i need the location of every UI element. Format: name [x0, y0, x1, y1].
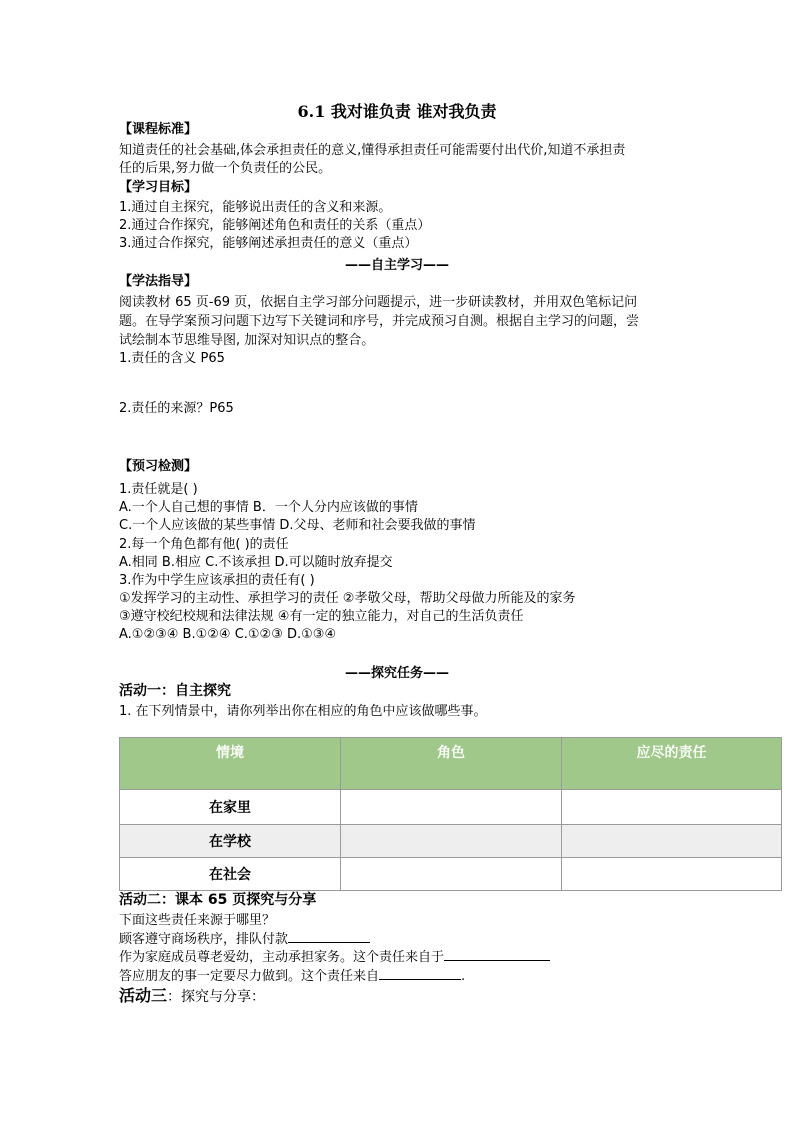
answer-blank[interactable] — [444, 948, 550, 961]
question-1: 1.责任的含义 P65 — [119, 351, 225, 366]
table-cell-situation: 在学校 — [120, 825, 341, 858]
explore-divider: ——探究任务—— — [344, 666, 449, 681]
activity2-heading — [119, 891, 316, 909]
preview-line: 3.作为中学生应该承担的责任有( ) — [119, 573, 315, 588]
activity2-line-text: 答应朋友的事一定要尽力做到。这个责任来自 — [119, 969, 380, 984]
table-header-row — [120, 738, 782, 790]
table-cell-situation: 在家里 — [120, 790, 341, 825]
table-cell-responsibility[interactable] — [562, 790, 782, 825]
preview-line: ③遵守校纪校规和法律法规 ④有一定的独立能力，对自己的生活负责任 — [119, 609, 524, 624]
table-cell-role[interactable] — [341, 790, 562, 825]
table-header-cell: 角色 — [341, 738, 562, 790]
activity2-line — [119, 967, 465, 986]
table-cell-responsibility[interactable] — [562, 858, 782, 891]
preview-line: A.一个人自己想的事情 B．一个人分内应该做的事情 — [119, 500, 418, 515]
course-standard-heading: 【课程标准】 — [119, 122, 198, 137]
activity2-line — [119, 948, 550, 967]
activity1-heading — [119, 682, 231, 700]
method-line: 阅读教材 65 页-69 页，依据自主学习部分问题提示，进一步研读教材，并用双色笔标记问 — [119, 295, 638, 310]
goals-heading: 【学习目标】 — [119, 180, 198, 195]
activity2-heading-text: 活动二：课本 65 页探究与分享 — [119, 892, 317, 908]
activity2-line-text: 作为家庭成员尊老爱幼，主动承担家务。这个责任来自于 — [119, 950, 445, 965]
preview-line: A.①②③④ B.①②④ C.①②③ D.①③④ — [119, 627, 337, 642]
answer-blank[interactable] — [379, 967, 461, 980]
activity1-instruction: 1. 在下列情景中，请你列举出你在相应的角色中应该做哪些事。 — [119, 704, 487, 719]
course-standard-line: 任的后果,努力做一个负责任的公民。 — [119, 161, 332, 176]
method-line: 题。在导学案预习问题下边写下关键词和序号，并完成预习自测。根据自主学习的问题，尝 — [119, 314, 640, 329]
method-line: 试绘制本节思维导图, 加深对知识点的整合。 — [119, 333, 375, 348]
table-header-cell: 应尽的责任 — [562, 738, 782, 790]
page-title: 6.1 我对谁负责 谁对我负责 — [297, 102, 497, 121]
activity2-question: 下面这些责任来源于哪里？ — [119, 913, 276, 928]
method-heading: 【学法指导】 — [119, 274, 198, 289]
role-responsibility-table — [119, 737, 782, 891]
table-cell-role[interactable] — [341, 858, 562, 891]
self-study-divider: ——自主学习—— — [344, 258, 449, 273]
table-row — [120, 858, 782, 891]
table-cell-situation: 在社会 — [120, 858, 341, 891]
table-header-cell: 情境 — [120, 738, 341, 790]
table-row — [120, 790, 782, 825]
goal-item: 2.通过合作探究，能够阐述角色和责任的关系（重点） — [119, 218, 431, 233]
course-standard-line: 知道责任的社会基础,体会承担责任的意义,懂得承担责任可能需要付出代价,知道不承担责 — [119, 143, 626, 158]
activity1-heading-text: 活动一：自主探究 — [119, 683, 231, 699]
goal-item: 1.通过自主探究，能够说出责任的含义和来源。 — [119, 200, 392, 215]
preview-line: ①发挥学习的主动性、承担学习的责任 ②孝敬父母，帮助父母做力所能及的家务 — [119, 591, 576, 606]
activity2-line-end: . — [461, 969, 466, 984]
table-cell-role[interactable] — [341, 825, 562, 858]
table-cell-responsibility[interactable] — [562, 825, 782, 858]
goal-item: 3.通过合作探究，能够阐述承担责任的意义（重点） — [119, 236, 418, 251]
question-2: 2.责任的来源？P65 — [119, 401, 234, 416]
preview-line: A.相同 B.相应 C.不该承担 D.可以随时放弃提交 — [119, 555, 393, 570]
preview-line: C.一个人应该做的某些事情 D.父母、老师和社会要我做的事情 — [119, 518, 476, 533]
preview-line: 2.每一个角色都有他( )的责任 — [119, 537, 289, 552]
table-row — [120, 825, 782, 858]
activity3-heading-text: 活动三 — [119, 986, 168, 1005]
preview-line: 1.责任就是( ) — [119, 482, 198, 497]
activity3-heading-rest: ：探究与分享： — [167, 989, 266, 1005]
activity3-heading — [119, 985, 265, 1009]
answer-blank[interactable] — [288, 930, 370, 943]
activity2-line — [119, 930, 370, 949]
preview-heading: 【预习检测】 — [119, 459, 198, 474]
activity2-line-text: 顾客遵守商场秩序，排队付款 — [119, 932, 289, 947]
